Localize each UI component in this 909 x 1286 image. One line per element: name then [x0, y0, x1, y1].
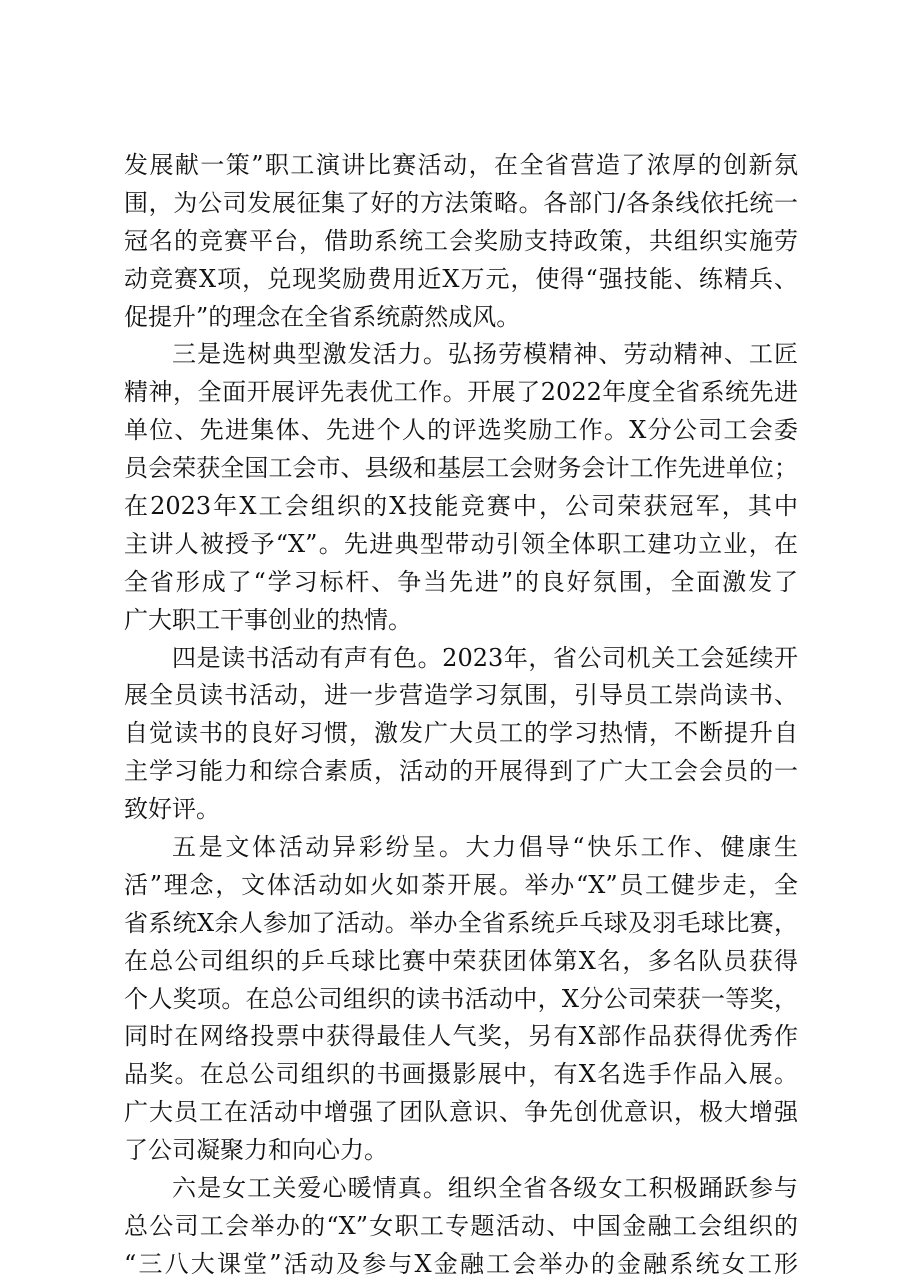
text-line: 全省形成了“学习标杆、争当先进”的良好氛围，全面激发了 [124, 567, 798, 596]
text-line: 总公司工会举办的“X”女职工专题活动、中国金融工会组织的 [124, 1211, 798, 1240]
text-line: 了公司凝聚力和向心力。 [124, 1136, 388, 1165]
text-line: 发展献一策”职工演讲比赛活动，在全省营造了浓厚的创新氛 [124, 151, 798, 179]
document-body [124, 147, 798, 1284]
text-line: 省系统X余人参加了活动。举办全省系统乒乓球及羽毛球比赛， [124, 908, 798, 937]
paragraph-first-line: 四是读书活动有声有色。2023年，省公司机关工会延续开 [172, 643, 798, 672]
text-line: 同时在网络投票中获得最佳人气奖，另有X部作品获得优秀作 [124, 1022, 798, 1051]
text-line: 促提升”的理念在全省系统蔚然成风。 [124, 302, 521, 331]
text-line: 员会荣获全国工会市、县级和基层工会财务会计工作先进单位； [124, 454, 798, 483]
text-line: 个人奖项。在总公司组织的读书活动中，X分公司荣获一等奖， [124, 984, 798, 1013]
text-line: 自觉读书的良好习惯，激发广大员工的学习热情，不断提升自 [124, 719, 798, 748]
text-line: 品奖。在总公司组织的书画摄影展中，有X名选手作品入展。 [124, 1060, 798, 1089]
text-line: 单位、先进集体、先进个人的评选奖励工作。X分公司工会委 [124, 416, 798, 445]
text-line: 广大员工在活动中增强了团队意识、争先创优意识，极大增强 [124, 1098, 798, 1127]
paragraph-first-line: 三是选树典型激发活力。弘扬劳模精神、劳动精神、工匠 [172, 340, 798, 369]
paragraph-first-line: 六是女工关爱心暖情真。组织全省各级女工积极踊跃参与 [172, 1174, 798, 1203]
text-line: 精神，全面开展评先表优工作。开展了2022年度全省系统先进 [124, 378, 798, 407]
paragraph-first-line: 五是文体活动异彩纷呈。大力倡导“快乐工作、健康生 [172, 833, 798, 862]
text-line: 主讲人被授予“X”。先进典型带动引领全体职工建功立业，在 [124, 529, 798, 558]
text-line: “三八大课堂”活动及参与X金融工会举办的金融系统女工形 [124, 1249, 798, 1278]
text-line: 致好评。 [124, 795, 220, 824]
text-line: 活”理念，文体活动如火如荼开展。举办“X”员工健步走，全 [124, 870, 798, 899]
text-line: 广大职工干事创业的热情。 [124, 605, 412, 634]
text-line: 围，为公司发展征集了好的方法策略。各部门/各条线依托统一 [124, 188, 798, 217]
text-line: 在2023年X工会组织的X技能竞赛中，公司荣获冠军，其中 [124, 492, 798, 521]
text-line: 在总公司组织的乒乓球比赛中荣获团体第X名，多名队员获得 [124, 946, 798, 975]
text-line: 动竞赛X项，兑现奖励费用近X万元，使得“强技能、练精兵、 [124, 264, 798, 293]
text-line: 主学习能力和综合素质，活动的开展得到了广大工会会员的一 [124, 757, 798, 786]
text-line: 展全员读书活动，进一步营造学习氛围，引导员工崇尚读书、 [124, 681, 798, 710]
text-line: 冠名的竞赛平台，借助系统工会奖励支持政策，共组织实施劳 [124, 226, 798, 255]
